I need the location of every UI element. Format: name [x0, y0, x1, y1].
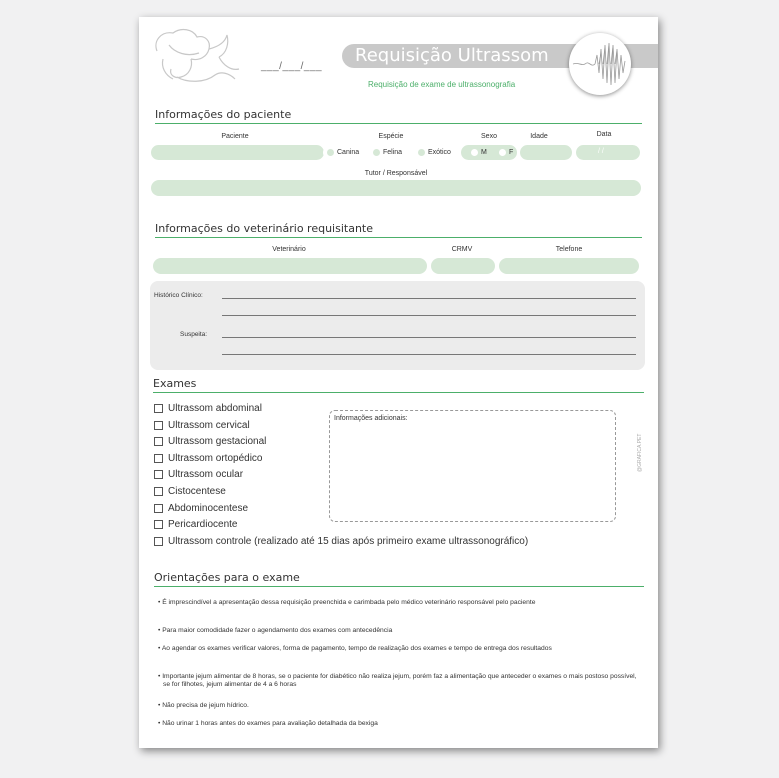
history-line-2[interactable] [222, 315, 636, 316]
exams-section-divider [153, 392, 644, 393]
checkbox-icon[interactable] [154, 454, 163, 463]
exam-item[interactable] [154, 519, 237, 530]
exam-item[interactable] [154, 469, 243, 480]
species-option-label: Exótico [428, 149, 451, 156]
age-input[interactable] [520, 145, 572, 160]
clinical-history-box [150, 281, 645, 370]
vet-input[interactable] [153, 258, 427, 274]
exam-label: Ultrassom ortopédico [168, 453, 263, 464]
exam-item[interactable] [154, 420, 250, 431]
checkbox-icon[interactable] [154, 487, 163, 496]
exam-label: Abdominocentese [168, 503, 249, 514]
checkbox-icon[interactable] [154, 537, 163, 546]
sex-option-label: F [509, 149, 514, 156]
date-field[interactable]: ___/___/___ [261, 61, 323, 72]
phone-label: Telefone [555, 246, 583, 253]
additional-info-box[interactable] [329, 410, 616, 522]
credit-text: @GRAFICA.PET [637, 433, 643, 472]
exam-label: Ultrassom controle (realizado até 15 dias após primeiro exame ultrassonográfico) [168, 536, 529, 547]
sex-option-f[interactable] [499, 149, 513, 156]
exam-item[interactable] [154, 436, 266, 447]
checkbox-icon[interactable] [154, 470, 163, 479]
patient-label: Paciente [221, 133, 249, 140]
checkbox-icon[interactable] [154, 504, 163, 513]
page-title: Requisição Ultrassom [355, 45, 549, 66]
orientation-item: • Não precisa de jejum hídrico. [158, 702, 249, 709]
exam-item[interactable] [154, 453, 262, 464]
suspicion-line-2[interactable] [222, 354, 636, 355]
radio-icon [471, 149, 478, 156]
radio-icon [327, 149, 334, 156]
history-label: Histórico Clínico: [154, 292, 203, 299]
checkbox-icon[interactable] [154, 421, 163, 430]
patient-section-divider [155, 123, 642, 124]
exam-label: Pericardiocente [168, 519, 238, 530]
tutor-input[interactable] [151, 180, 641, 196]
checkbox-icon[interactable] [154, 520, 163, 529]
requisition-sheet [139, 17, 658, 748]
radio-icon [499, 149, 506, 156]
suspicion-line-1[interactable] [222, 337, 636, 338]
orientation-item: • É imprescindível a apresentação dessa requisição preenchida e carimbada pelo médico veterinário responsável pelo paciente [158, 599, 536, 606]
radio-icon [373, 149, 380, 156]
species-label: Espécie [378, 133, 404, 140]
sex-label: Sexo [481, 133, 497, 140]
date-input[interactable] [576, 145, 640, 160]
orientations-section-divider [154, 586, 644, 587]
checkbox-icon[interactable] [154, 437, 163, 446]
species-option-canina[interactable] [327, 149, 359, 156]
exam-label: Ultrassom cervical [168, 420, 250, 431]
crmv-label: CRMV [451, 246, 473, 253]
orientation-item: • Para maior comodidade fazer o agendamento dos exames com antecedência [158, 627, 393, 634]
sex-option-m[interactable] [471, 149, 487, 156]
age-label: Idade [530, 133, 548, 140]
species-option-exotico[interactable] [418, 149, 451, 156]
orientation-item: • Importante jejum alimentar de 8 horas, se o paciente for diabético não realiza jejum, porém faz a alimentação que anteceder o exames o mais postoso possível, se for filhotes, jejum alimentar de 4 a 6 horas [158, 673, 637, 688]
exams-section-title: Exames [153, 377, 197, 390]
exam-item[interactable] [154, 503, 248, 514]
exam-item[interactable] [154, 486, 226, 497]
vet-label: Veterinário [272, 246, 306, 253]
additional-info-label: Informações adicionais: [334, 415, 408, 422]
date-input-placeholder: / / [598, 148, 604, 155]
orientation-item: • Não urinar 1 horas antes do exames para avaliação detalhada da bexiga [158, 720, 378, 727]
suspicion-label: Suspeita: [180, 331, 208, 338]
patient-name-input[interactable] [151, 145, 324, 160]
crmv-input[interactable] [431, 258, 495, 274]
dog-cat-logo-icon [147, 23, 247, 87]
tutor-label: Tutor / Responsável [364, 170, 428, 177]
orientation-item: • Ao agendar os exames verificar valores, forma de pagamento, tempo de realização dos exames e tempo de entrega dos resultados [158, 645, 552, 652]
sex-option-label: M [481, 149, 487, 156]
exam-item[interactable] [154, 536, 528, 547]
species-option-label: Felina [383, 149, 403, 156]
orientations-section-title: Orientações para o exame [154, 571, 300, 584]
vet-section-title: Informações do veterinário requisitante [155, 222, 373, 235]
page-subtitle: Requisição de exame de ultrassonografia [368, 80, 516, 89]
radio-icon [418, 149, 425, 156]
exam-label: Ultrassom ocular [168, 469, 244, 480]
exam-label: Ultrassom abdominal [168, 403, 262, 414]
phone-input[interactable] [499, 258, 639, 274]
date-label: Data [596, 131, 612, 138]
history-line-1[interactable] [222, 298, 636, 299]
ultrasound-wave-icon [569, 33, 631, 95]
checkbox-icon[interactable] [154, 404, 163, 413]
exam-label: Cistocentese [168, 486, 226, 497]
exam-item[interactable] [154, 403, 262, 414]
exam-label: Ultrassom gestacional [168, 436, 267, 447]
species-option-felina[interactable] [373, 149, 402, 156]
vet-section-divider [155, 237, 642, 238]
patient-section-title: Informações do paciente [155, 108, 292, 121]
species-option-label: Canina [337, 149, 360, 156]
